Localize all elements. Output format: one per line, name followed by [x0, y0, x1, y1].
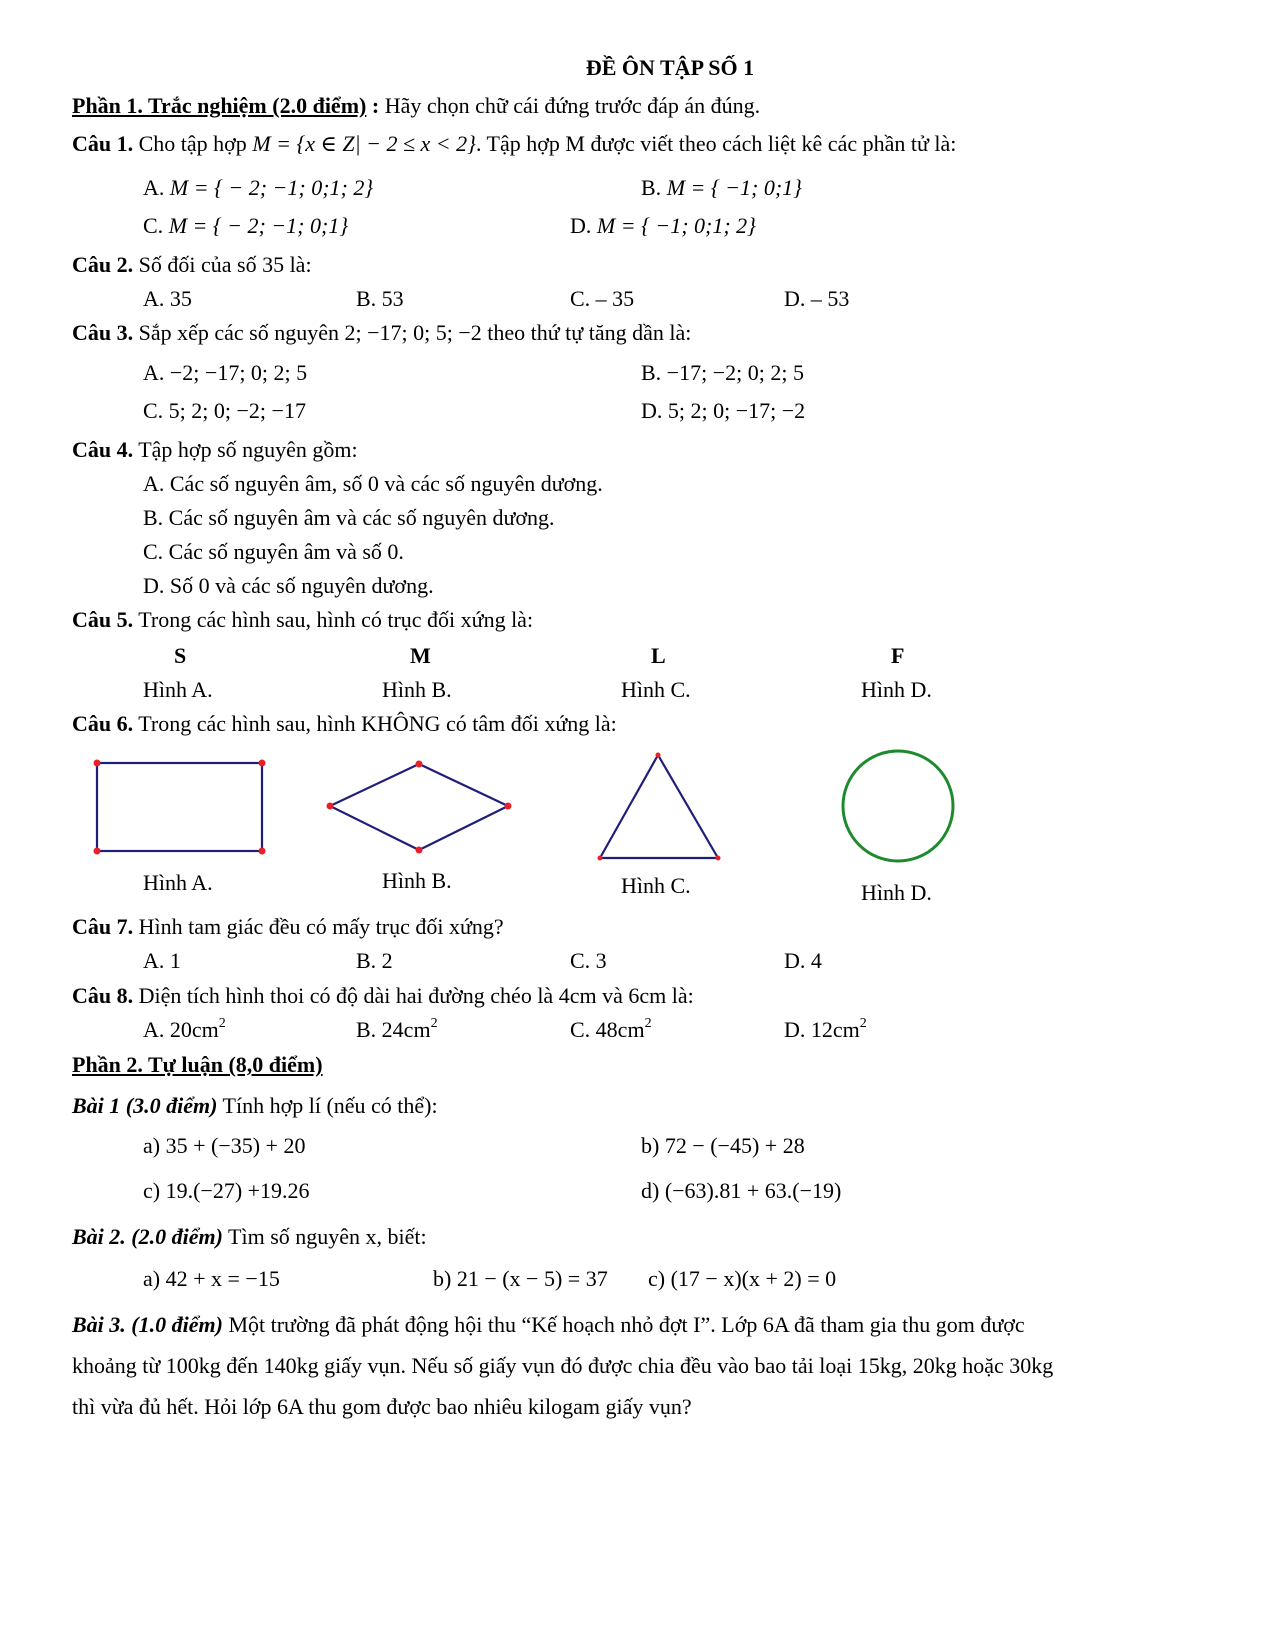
part1-instruction: Hãy chọn chữ cái đứng trước đáp án đúng. [384, 93, 761, 118]
q7-option-c[interactable]: C. 3 [570, 948, 607, 973]
question-3-label: Câu 3. [72, 320, 134, 345]
triangle-vertex-point [656, 753, 661, 758]
question-5-text: Trong các hình sau, hình có trục đối xứng là: [133, 607, 534, 632]
q5-caption-a[interactable]: Hình A. [143, 677, 213, 702]
bai3-text-1: Một trường đã phát động hội thu “Kế hoạch nhỏ đợt I”. Lớp 6A đã tham gia thu gom được [222, 1312, 1025, 1337]
q4-option-d[interactable]: D. Số 0 và các số nguyên dương. [143, 573, 434, 598]
q1-option-d-letter: D. [570, 213, 597, 238]
question-8 [72, 983, 694, 1009]
q2-option-d[interactable]: D. – 53 [784, 286, 850, 311]
rhombus-vertex-point [416, 847, 423, 854]
bai1-text: Tính hợp lí (nếu có thể): [217, 1093, 438, 1118]
question-2-text: Số đối của số 35 là: [133, 252, 312, 277]
q1-option-a-expr: M = { − 2; −1; 0;1; 2} [169, 175, 374, 200]
triangle-figure [600, 755, 718, 858]
rectangle-figure [97, 763, 262, 851]
q5-caption-c[interactable]: Hình C. [621, 677, 691, 702]
q4-option-b[interactable]: B. Các số nguyên âm và các số nguyên dương. [143, 505, 555, 530]
q5-letter-f: F [891, 643, 905, 668]
q8-option-d[interactable] [784, 1017, 867, 1043]
bai3-label: Bài 3. (1.0 điểm) [72, 1312, 223, 1337]
bai2-label: Bài 2. (2.0 điểm) [72, 1224, 223, 1249]
q8-option-b[interactable] [356, 1017, 438, 1043]
q8-option-c-text: C. 48cm [570, 1017, 645, 1042]
q1-option-d-expr: M = { −1; 0;1; 2} [596, 213, 756, 238]
q6-caption-d[interactable]: Hình D. [861, 880, 932, 905]
rectangle-vertex-point [94, 760, 101, 767]
q8-option-c[interactable] [570, 1017, 652, 1043]
q8-option-d-text: D. 12cm [784, 1017, 860, 1042]
bai1-item-c: c) 19.(−27) +19.26 [143, 1178, 310, 1203]
question-7-text: Hình tam giác đều có mấy trục đối xứng? [133, 914, 504, 939]
bai1-item-d: d) (−63).81 + 63.(−19) [641, 1178, 842, 1203]
q5-letter-l: L [651, 643, 666, 668]
bai1-label: Bài 1 (3.0 điểm) [72, 1093, 218, 1118]
bai3-line-1 [72, 1312, 1025, 1338]
q8-option-a[interactable] [143, 1017, 226, 1043]
q8-option-c-exponent: 2 [644, 1015, 652, 1031]
question-1-label: Câu 1. [72, 131, 134, 156]
bai3-line-2: khoảng từ 100kg đến 140kg giấy vụn. Nếu số giấy vụn đó được chia đều vào bao tải loại 15kg, 20kg hoặc 30kg [72, 1353, 1054, 1378]
q2-option-c[interactable]: C. – 35 [570, 286, 635, 311]
q4-option-c[interactable]: C. Các số nguyên âm và số 0. [143, 539, 404, 564]
q7-option-b[interactable]: B. 2 [356, 948, 393, 973]
circle-figure [843, 751, 953, 861]
rectangle-vertex-point [94, 848, 101, 855]
q8-option-a-text: A. 20cm [143, 1017, 219, 1042]
rectangle-vertex-point [259, 848, 266, 855]
q3-option-c[interactable]: C. 5; 2; 0; −2; −17 [143, 398, 306, 423]
bai2-item-c: c) (17 − x)(x + 2) = 0 [648, 1266, 837, 1291]
question-8-text: Diện tích hình thoi có độ dài hai đường chéo là 4cm và 6cm là: [133, 983, 694, 1008]
q6-caption-b[interactable]: Hình B. [382, 868, 452, 893]
q6-caption-c[interactable]: Hình C. [621, 873, 691, 898]
question-1-prefix: Cho tập hợp [133, 131, 253, 156]
question-3-text: Sắp xếp các số nguyên 2; −17; 0; 5; −2 theo thứ tự tăng dần là: [133, 320, 692, 345]
bai1-item-a: a) 35 + (−35) + 20 [143, 1133, 306, 1158]
q8-option-b-exponent: 2 [430, 1015, 438, 1031]
rhombus-vertex-point [505, 803, 512, 810]
question-6-label: Câu 6. [72, 711, 134, 736]
part1-heading: Phần 1. Trắc nghiệm (2.0 điểm) [72, 93, 367, 118]
question-4-text: Tập hợp số nguyên gồm: [133, 437, 358, 462]
q2-option-a[interactable]: A. 35 [143, 286, 192, 311]
rhombus-figure [330, 764, 508, 850]
rhombus-vertex-point [327, 803, 334, 810]
q3-option-b[interactable]: B. −17; −2; 0; 2; 5 [641, 360, 804, 385]
q1-option-a-letter: A. [143, 175, 170, 200]
triangle-vertex-point [716, 856, 721, 861]
q1-option-b-letter: B. [641, 175, 667, 200]
bai2-item-a: a) 42 + x = −15 [143, 1266, 280, 1291]
page-title: ĐỀ ÔN TẬP SỐ 1 [585, 55, 755, 80]
q5-caption-b[interactable]: Hình B. [382, 677, 452, 702]
question-4-label: Câu 4. [72, 437, 134, 462]
q8-option-a-exponent: 2 [218, 1015, 226, 1031]
question-7 [72, 914, 504, 940]
q8-option-b-text: B. 24cm [356, 1017, 431, 1042]
q6-caption-a[interactable]: Hình A. [143, 870, 213, 895]
q5-letter-s: S [174, 643, 187, 668]
q5-caption-d[interactable]: Hình D. [861, 677, 932, 702]
question-1-suffix: . Tập hợp M được viết theo cách liệt kê các phần tử là: [475, 131, 957, 156]
q1-option-c-expr: M = { − 2; −1; 0;1} [168, 213, 349, 238]
question-8-label: Câu 8. [72, 983, 134, 1008]
question-1-set: M = {x ∈ Z| − 2 ≤ x < 2} [252, 131, 476, 156]
q1-option-b-expr: M = { −1; 0;1} [666, 175, 802, 200]
question-7-label: Câu 7. [72, 914, 134, 939]
q3-option-a[interactable]: A. −2; −17; 0; 2; 5 [143, 360, 308, 385]
q7-option-d[interactable]: D. 4 [784, 948, 822, 973]
rectangle-vertex-point [259, 760, 266, 767]
bai1-header [72, 1093, 438, 1119]
q8-option-d-exponent: 2 [859, 1015, 867, 1031]
question-6-text: Trong các hình sau, hình KHÔNG có tâm đối xứng là: [133, 711, 617, 736]
q7-option-a[interactable]: A. 1 [143, 948, 181, 973]
bai1-item-b: b) 72 − (−45) + 28 [641, 1133, 805, 1158]
question-2-label: Câu 2. [72, 252, 134, 277]
bai2-text: Tìm số nguyên x, biết: [222, 1224, 427, 1249]
bai3-line-3: thì vừa đủ hết. Hỏi lớp 6A thu gom được bao nhiêu kilogam giấy vụn? [72, 1394, 692, 1419]
question-5-label: Câu 5. [72, 607, 134, 632]
bai2-item-b: b) 21 − (x − 5) = 37 [433, 1266, 608, 1291]
bai2-header [72, 1224, 427, 1250]
q3-option-d[interactable]: D. 5; 2; 0; −17; −2 [641, 398, 806, 423]
part2-heading: Phần 2. Tự luận (8,0 điểm) [72, 1052, 323, 1077]
q1-option-c-letter: C. [143, 213, 169, 238]
triangle-vertex-point [598, 856, 603, 861]
q2-option-b[interactable]: B. 53 [356, 286, 404, 311]
part1-colon: : [366, 93, 385, 118]
q5-letter-m: M [410, 643, 431, 668]
rhombus-vertex-point [416, 761, 423, 768]
q4-option-a[interactable]: A. Các số nguyên âm, số 0 và các số nguyên dương. [143, 471, 603, 496]
